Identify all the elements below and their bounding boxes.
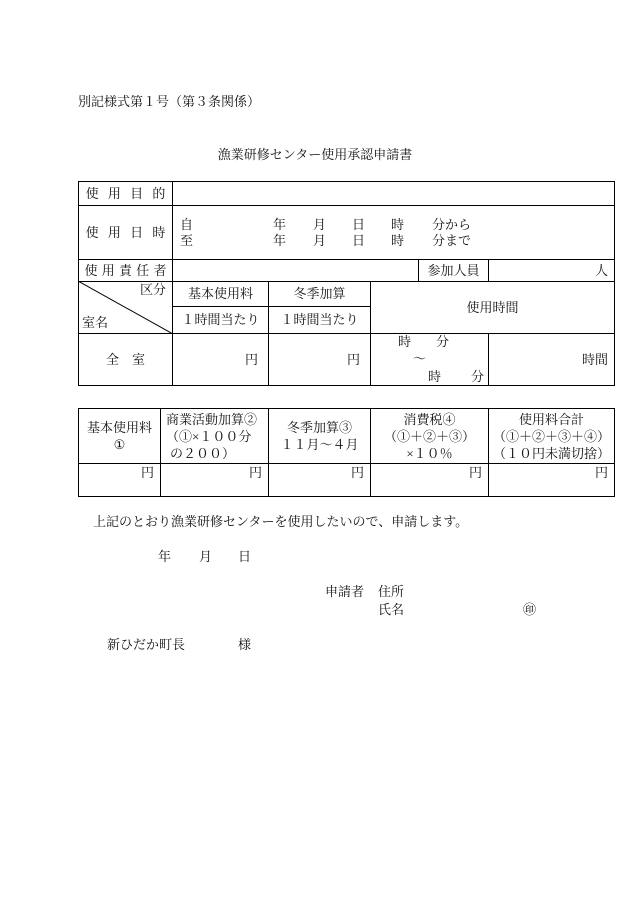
start-year-unit: 年: [273, 217, 287, 232]
basic-fee-value-cell: [172, 333, 269, 386]
room-label: 室名: [82, 315, 109, 330]
fee-header-line: （１０円未満切捨）: [492, 445, 610, 461]
form-title: 漁業研修センター使用承認申請書: [217, 147, 413, 162]
fee-header-line: 消費税④: [403, 411, 456, 427]
start-day-unit: 日: [352, 217, 366, 232]
fee-header-line: ①: [113, 437, 126, 452]
fee-header-commercial: [160, 408, 269, 464]
start-minute-suffix: 分から: [432, 217, 472, 232]
usage-time-label: 使用時間: [466, 299, 519, 315]
fee-header-line: １１月～４月: [280, 437, 359, 452]
fee-value-tax: [370, 463, 489, 497]
fee-header-line: （①＋②＋③）: [383, 428, 475, 444]
applicant-address-label: 住所: [378, 584, 405, 599]
end-minute-suffix: 分まで: [432, 233, 472, 248]
participants-label-cell: [418, 259, 489, 282]
time-range-cell: [370, 333, 489, 386]
date-day-unit: 日: [238, 549, 252, 564]
winter-surcharge-header-cell: [268, 281, 371, 307]
datetime-label: 使 用 日 時: [85, 224, 169, 240]
end-hour-unit: 時: [391, 233, 405, 248]
declaration-statement: 上記のとおり漁業研修センターを使用したいので、申請します。: [93, 514, 469, 529]
fee-header-line: （①×１００分: [166, 428, 252, 444]
participants-value-cell: [488, 259, 615, 282]
seal-mark: ㊞: [523, 602, 537, 617]
winter-surcharge-per-hour-cell: [268, 306, 371, 334]
range-end-minute-unit: 分: [471, 369, 485, 384]
basic-fee-yen-unit: 円: [244, 351, 258, 367]
yen-unit: 円: [350, 465, 364, 480]
category-label: 区分: [140, 282, 167, 297]
fee-header-line: 基本使用料: [86, 420, 152, 435]
applicant-label: 申請者: [325, 584, 365, 599]
end-mark: 至: [180, 233, 194, 248]
category-room-header-cell: [78, 281, 173, 334]
fee-header-basic: [78, 408, 161, 464]
fee-header-line: （①＋②＋③＋④）: [492, 428, 610, 444]
participants-unit: 人: [594, 262, 608, 278]
fee-header-line: ×１０％: [406, 445, 453, 461]
basic-fee-header-cell: [172, 281, 269, 307]
winter-surcharge-value-cell: [268, 333, 371, 386]
end-year-unit: 年: [273, 233, 287, 248]
fee-header-line: 使用料合計: [518, 411, 584, 427]
fee-value-basic: [78, 463, 161, 497]
all-rooms-label-cell: [78, 333, 173, 386]
datetime-value-cell: [172, 205, 615, 260]
datetime-label-cell: [78, 205, 173, 260]
basic-fee-per-hour-cell: [172, 306, 269, 334]
winter-surcharge-label: 冬季加算: [293, 286, 346, 301]
yen-unit: 円: [594, 465, 608, 480]
range-tilde: ～: [413, 351, 427, 366]
fee-header-tax: [370, 408, 489, 464]
basic-fee-per-hour-label: １時間当たり: [181, 312, 260, 327]
fee-header-line: 商業活動加算②: [166, 411, 258, 427]
fee-header-line: の２００）: [170, 445, 236, 461]
start-mark: 自: [180, 217, 194, 232]
responsible-label-cell: [78, 259, 173, 282]
form-number: 別記様式第１号（第３条関係）: [78, 94, 261, 109]
addressee-name: 新ひだか町長: [107, 637, 186, 652]
basic-fee-label: 基本使用料: [187, 286, 253, 301]
fee-value-commercial: [160, 463, 269, 497]
addressee-honorific: 様: [238, 637, 252, 652]
date-year-unit: 年: [158, 549, 172, 564]
range-start-minute-unit: 分: [436, 334, 450, 349]
fee-header-line: 冬季加算③: [286, 420, 352, 435]
purpose-value-cell: [172, 181, 615, 206]
purpose-label: 使 用 目 的: [85, 185, 169, 201]
all-rooms-label: 全 室: [105, 351, 145, 367]
yen-unit: 円: [140, 465, 154, 480]
yen-unit: 円: [468, 465, 482, 480]
responsible-label: 使 用 責 任 者: [84, 262, 167, 278]
fee-value-winter: [268, 463, 371, 497]
date-month-unit: 月: [199, 549, 213, 564]
end-month-unit: 月: [313, 233, 327, 248]
usage-hours-value-cell: [488, 333, 615, 386]
winter-surcharge-per-hour-label: １時間当たり: [280, 312, 359, 327]
fee-header-total: [488, 408, 615, 464]
range-start-hour-unit: 時: [398, 334, 412, 349]
participants-label: 参加人員: [427, 262, 480, 278]
applicant-name-label: 氏名: [378, 602, 405, 617]
yen-unit: 円: [248, 465, 262, 480]
start-month-unit: 月: [313, 217, 327, 232]
responsible-value-cell: [172, 259, 419, 282]
winter-surcharge-yen-unit: 円: [346, 351, 360, 367]
purpose-label-cell: [78, 181, 173, 206]
usage-time-header-cell: [370, 281, 615, 334]
usage-hours-unit: 時間: [581, 351, 608, 367]
start-hour-unit: 時: [391, 217, 405, 232]
fee-header-winter: [268, 408, 371, 464]
range-end-hour-unit: 時: [428, 369, 442, 384]
end-day-unit: 日: [352, 233, 366, 248]
fee-value-total: [488, 463, 615, 497]
